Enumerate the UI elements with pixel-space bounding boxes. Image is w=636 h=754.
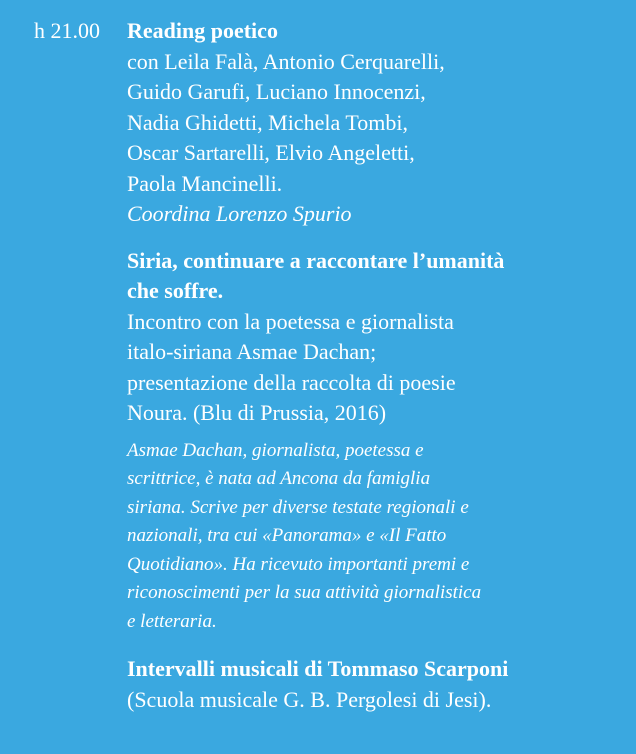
section-spacer	[127, 230, 627, 246]
reading-title: Reading poetico	[127, 18, 278, 43]
siria-section	[127, 246, 627, 637]
siria-description-line: Noura. (Blu di Prussia, 2016)	[127, 400, 387, 425]
participants-line: Paola Mancinelli.	[127, 170, 283, 196]
bio-line: nazionali, tra cui «Panorama» e «Il Fatto	[127, 525, 447, 546]
participants-line: Guido Garufi, Luciano Innocenzi,	[127, 79, 426, 104]
siria-title-line: Siria, continuare a raccontare l’umanità	[127, 247, 505, 273]
music-subtitle: (Scuola musicale G. B. Pergolesi di Jesi).	[127, 686, 492, 712]
music-title: Intervalli musicali di Tommaso Scarponi	[127, 656, 509, 681]
siria-description-line: Incontro con la poetessa e giornalista	[127, 308, 454, 334]
bio-line: scrittrice, è nata ad Ancona da famiglia	[127, 468, 431, 489]
siria-description-line: italo-siriana Asmae Dachan;	[127, 339, 377, 364]
participants-line: Oscar Sartarelli, Elvio Angeletti,	[127, 140, 415, 165]
participants-line: Nadia Ghidetti, Michela Tombi,	[127, 109, 408, 135]
section-spacer	[127, 636, 627, 654]
music-section	[127, 654, 627, 715]
bio-line: e letteraria.	[127, 610, 217, 632]
reading-section	[127, 16, 627, 230]
bio-line: siriana. Scrive per diverse testate regionali e	[127, 496, 469, 518]
bio-line: Asmae Dachan, giornalista, poetessa e	[127, 439, 424, 461]
event-content	[127, 16, 627, 715]
siria-title-line: che soffre.	[127, 278, 224, 303]
siria-description-line: presentazione della raccolta di poesie	[127, 369, 456, 395]
coordinator-line: Coordina Lorenzo Spurio	[127, 201, 352, 226]
participants-line: con Leila Falà, Antonio Cerquarelli,	[127, 48, 445, 74]
bio-line: riconoscimenti per la sua attività giornalistica	[127, 582, 482, 603]
author-bio	[127, 437, 627, 637]
bio-spacer	[127, 429, 627, 437]
bio-line: Quotidiano». Ha ricevuto importanti premi e	[127, 553, 470, 575]
event-time: h 21.00	[34, 18, 100, 43]
